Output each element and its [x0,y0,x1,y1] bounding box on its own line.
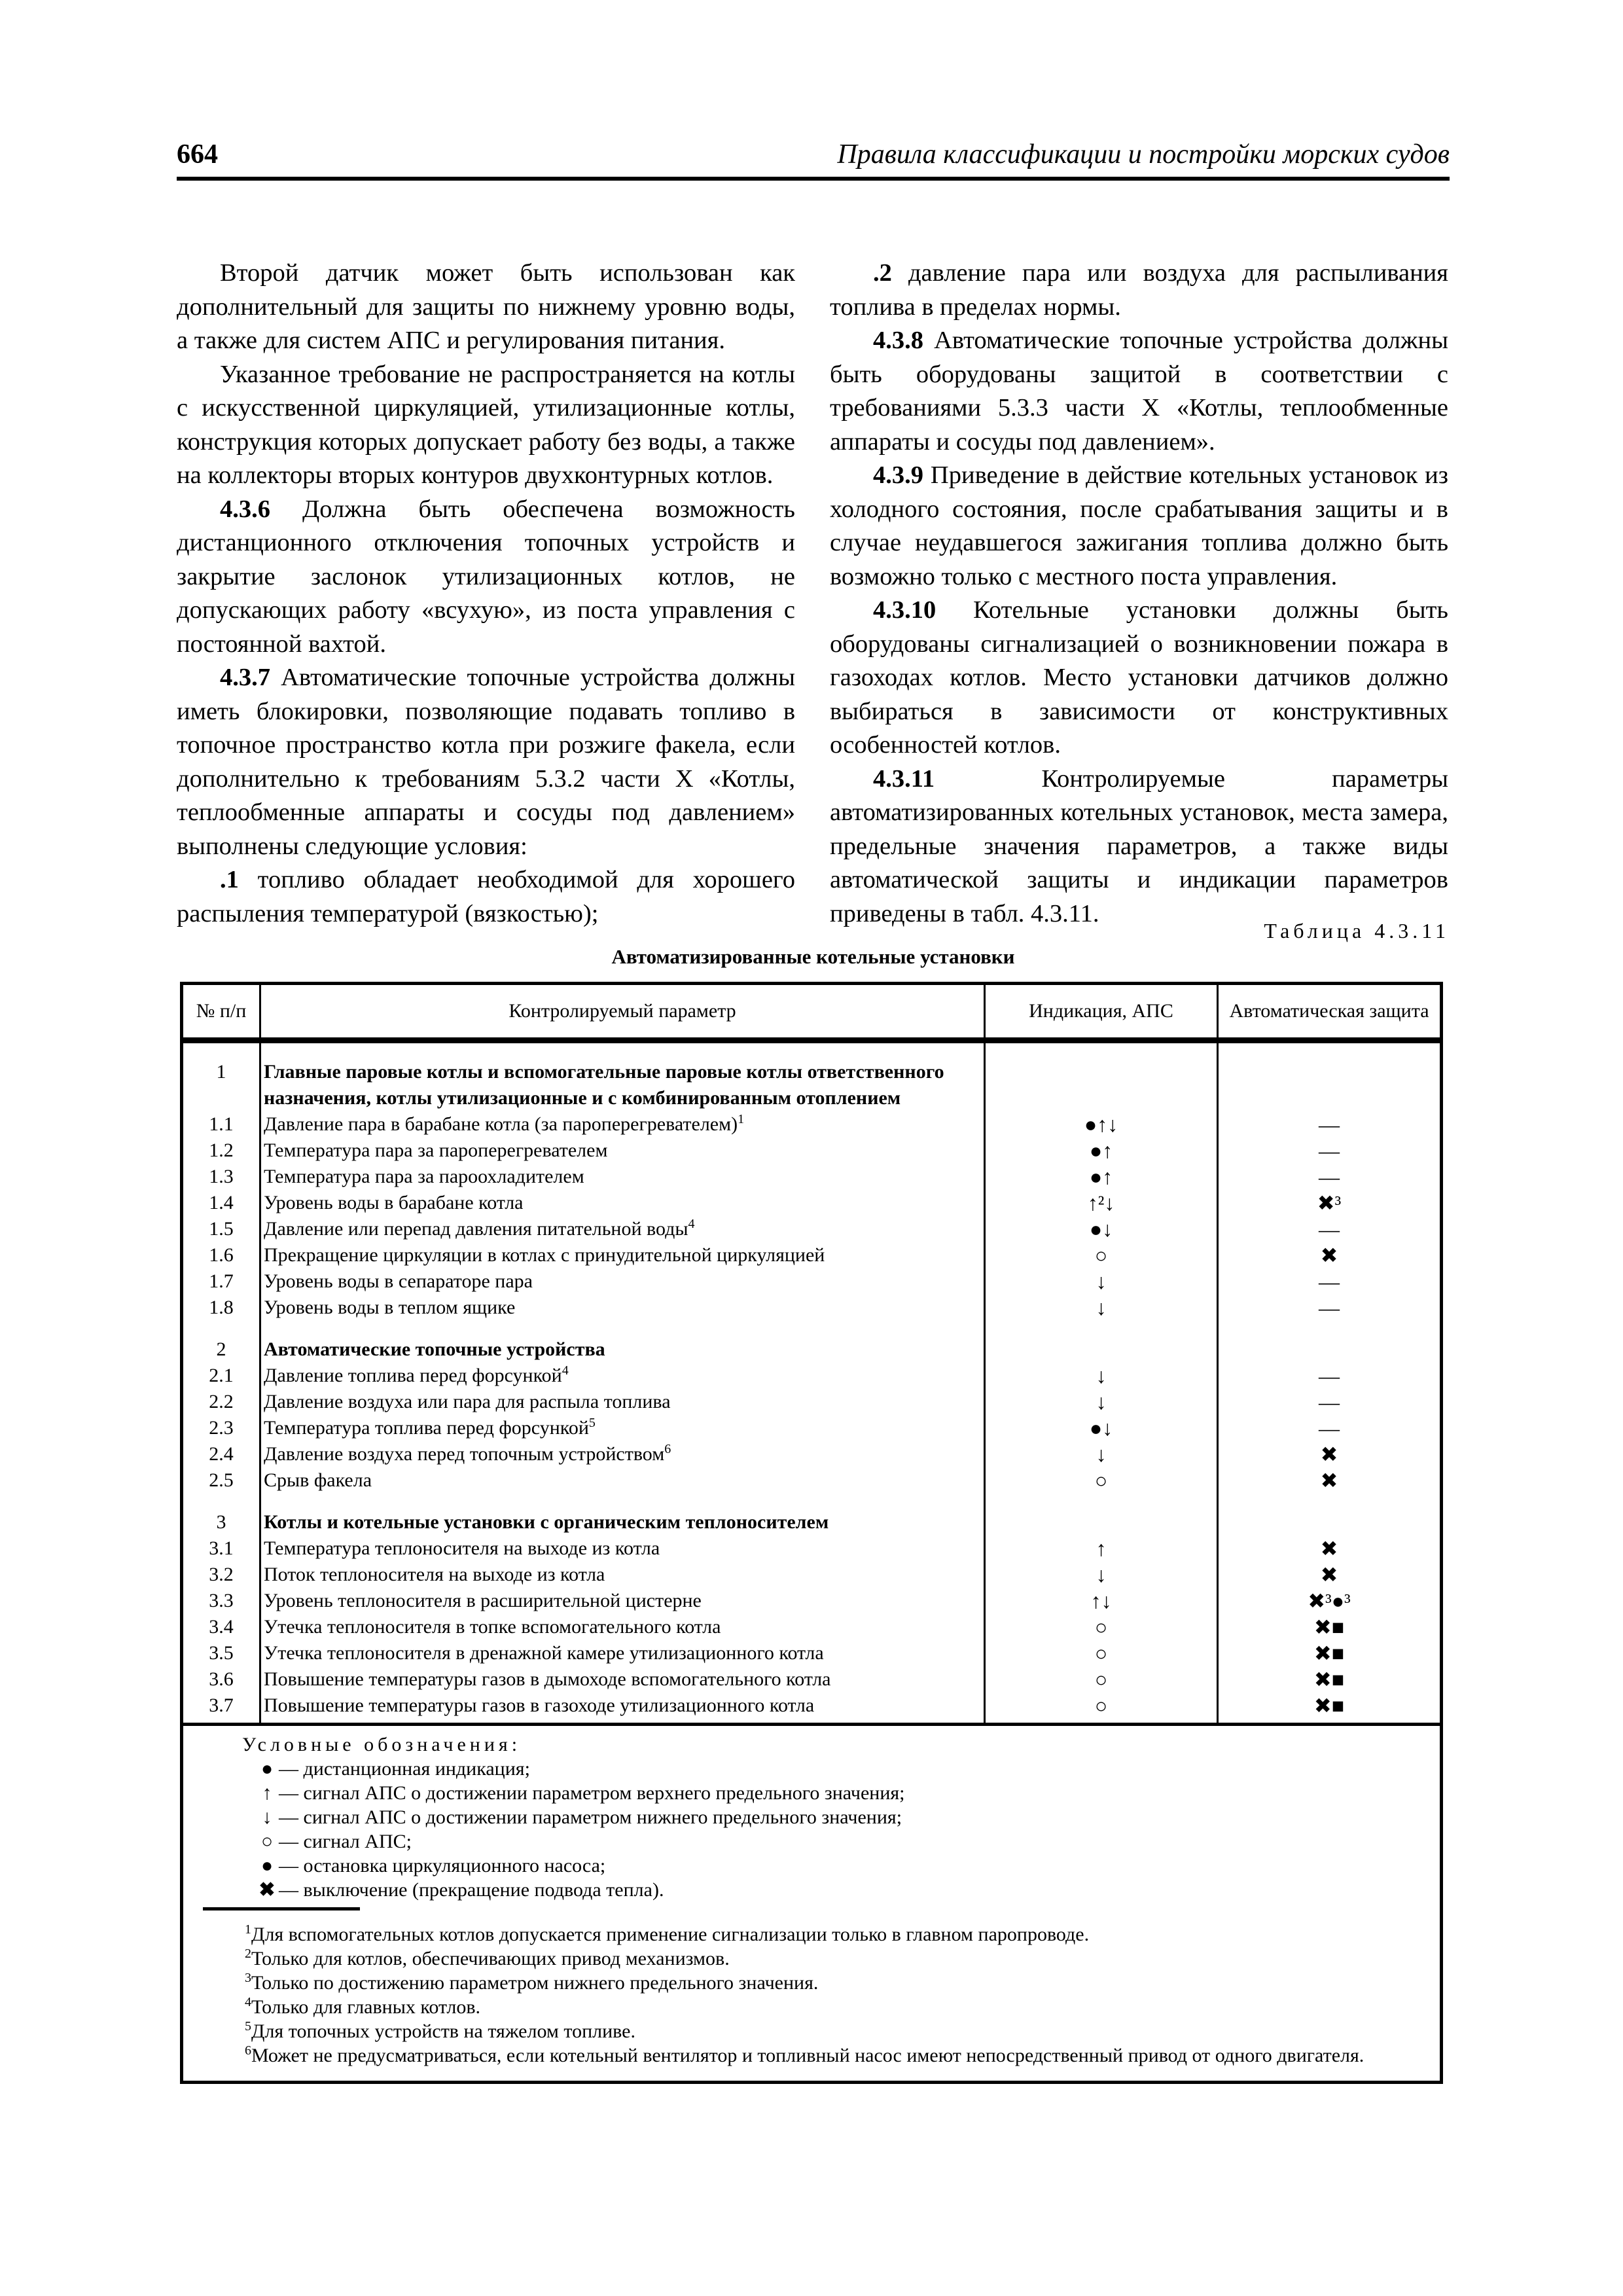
row-number: 3 [183,1494,260,1535]
indication-symbols: ●↑↓ [985,1111,1218,1138]
parameter-text: Прекращение циркуляции в котлах с принудительной циркуляцией [264,1244,825,1266]
parameter-text: Уровень воды в сепараторе пара [264,1270,533,1292]
parameter-text: Котлы и котельные установки с органическим теплоносителем [264,1511,829,1533]
protection-symbols: ✖³●³ [1308,1589,1351,1613]
legend-symbol-icon: ↑ [262,1782,272,1804]
parameter-text: Температура топлива перед форсункой [264,1417,589,1439]
page-header [177,139,1450,181]
indication-symbols: ↑ [985,1535,1218,1562]
row-number: 3.6 [183,1666,260,1693]
page-number: 664 [177,139,218,170]
parameter-text: Давление или перепад давления питательной воды [264,1218,688,1240]
paragraph [177,863,795,931]
row-parameter [260,1041,985,1112]
table-row [183,1562,1440,1588]
parameter-text: Температура пара за пароперегревателем [264,1139,608,1161]
table-row [183,1268,1440,1295]
paragraph-text: Автоматические топочные устройства должны быть оборудованы защитой в соответствии с требованиями 5.3.3 части X «Котлы, теплообменные аппараты и сосуды под давлением». [830,327,1448,456]
indication-symbols: ●↑ [985,1164,1218,1190]
table-row [183,1164,1440,1190]
paragraph [830,594,1448,762]
table-row [183,1415,1440,1441]
header-parameter: Контролируемый параметр [260,985,985,1041]
row-parameter [260,1640,985,1666]
protection-symbols: ✖ [1320,1537,1338,1560]
indication-symbols: ↓ [985,1389,1218,1415]
section-number: 4.3.8 [873,327,923,354]
parameter-text: Давление пара в барабане котла (за пароперегревателем) [264,1113,738,1135]
table-row [183,1295,1440,1321]
legend [183,1723,1440,2081]
footnote-text: Для вспомогательных котлов допускается применение сигнализации только в главном паропроводе. [251,1924,1090,1945]
parameter-text: Уровень теплоносителя в расширительной цистерне [264,1590,702,1611]
table-row [183,1321,1440,1363]
footnote-ref: 5 [588,1416,596,1430]
row-number: 3.2 [183,1562,260,1588]
section-number: 4.3.10 [873,596,936,624]
parameter-text: Утечка теплоносителя в топке вспомогательного котла [264,1616,721,1638]
paragraph [177,493,795,662]
parameter-text: Главные паровые котлы и вспомогательные паровые котлы ответственного назначения, котлы утилизационные и с комбинированным отоплением [264,1061,944,1109]
table-row [183,1216,1440,1242]
paragraph [177,661,795,863]
row-number: 1.4 [183,1190,260,1216]
row-parameter [260,1216,985,1242]
protection-symbols: ✖ [1320,1244,1338,1267]
parameter-text: Давление топлива перед форсункой [264,1365,562,1386]
right-column [830,257,1448,931]
table-row [183,1363,1440,1389]
table-row [183,1588,1440,1614]
footnote-text: Только для котлов, обеспечивающих привод механизмов. [251,1948,730,1969]
parameter-text: Давление воздуха или пара для распыла топлива [264,1391,671,1412]
indication-symbols: ●↑ [985,1138,1218,1164]
row-parameter [260,1666,985,1693]
footnote-ref: 4 [688,1217,695,1231]
legend-item [183,1829,1440,1854]
paragraph-text: Приведение в действие котельных установок из холодного состояния, после срабатывания защиты и в случае неудавшегося зажигания топлива должно быть возможно только с местного поста управления. [830,461,1448,590]
protection-symbols [1218,1321,1440,1363]
row-number: 3.3 [183,1588,260,1614]
protection-symbols: — [1319,1139,1340,1162]
protection-symbols [1218,1041,1440,1112]
protection-symbols [1218,1494,1440,1535]
row-number: 3.4 [183,1614,260,1640]
footnote-mark: 4 [245,1995,251,2009]
section-number: 4.3.6 [220,495,270,523]
table-row [183,1190,1440,1216]
row-parameter [260,1138,985,1164]
parameter-text: Давление воздуха перед топочным устройством [264,1443,665,1465]
row-number: 1.7 [183,1268,260,1295]
row-number: 3.5 [183,1640,260,1666]
row-parameter [260,1588,985,1614]
paragraph-text: давление пара или воздуха для распыливания топлива в пределах нормы. [830,259,1448,321]
legend-text: — дистанционная индикация; [279,1758,530,1780]
boiler-table [180,982,1443,2084]
parameter-text: Уровень воды в теплом ящике [264,1297,516,1318]
footnote-text: Для топочных устройств на тяжелом топливе. [251,2020,635,2042]
table-row [183,1389,1440,1415]
protection-symbols: ✖■ [1313,1694,1345,1717]
parameter-text: Уровень воды в барабане котла [264,1192,524,1213]
paragraph [177,358,795,493]
row-number: 1 [183,1041,260,1112]
row-parameter [260,1190,985,1216]
row-number: 2.3 [183,1415,260,1441]
left-column [177,257,795,931]
protection-symbols: ✖■ [1313,1641,1345,1665]
footnote-ref: 4 [562,1363,569,1378]
parameter-text: Утечка теплоносителя в дренажной камере утилизационного котла [264,1642,824,1664]
row-number: 1.3 [183,1164,260,1190]
paragraph [830,324,1448,459]
protection-symbols: — [1319,1296,1340,1319]
paragraph [177,257,795,358]
table-row [183,1242,1440,1268]
parameter-text: Повышение температуры газов в дымоходе вспомогательного котла [264,1668,831,1690]
protection-symbols: ✖ [1320,1563,1338,1587]
footnote-mark: 2 [245,1946,251,1961]
footnote [183,2043,1440,2068]
header-protection: Автоматическая защита [1218,985,1440,1041]
row-number: 1.1 [183,1111,260,1138]
indication-symbols: ↑²↓ [985,1190,1218,1216]
footnote-mark: 3 [245,1971,251,1985]
legend-item [183,1878,1440,1902]
row-number: 3.1 [183,1535,260,1562]
legend-text: — сигнал АПС; [279,1831,412,1852]
protection-symbols: ✖ [1320,1443,1338,1466]
footnote-mark: 5 [245,2019,251,2034]
indication-symbols: ●↓ [985,1216,1218,1242]
indication-symbols [985,1321,1218,1363]
footnote-text: Может не предусматриваться, если котельный вентилятор и топливный насос имеют непосредственный привод от одного двигателя. [251,2045,1364,2066]
legend-title: Условные обозначения: [242,1734,522,1755]
protection-symbols: ✖■ [1313,1615,1345,1639]
section-number: 4.3.9 [873,461,923,489]
indication-symbols: ↓ [985,1295,1218,1321]
legend-symbol-icon: ↓ [262,1806,272,1828]
table-row [183,1640,1440,1666]
legend-symbol-icon: ✖ [259,1879,276,1901]
table-row [183,1138,1440,1164]
indication-symbols: ○ [985,1693,1218,1723]
row-number: 2.5 [183,1467,260,1494]
table-row [183,1494,1440,1535]
paragraph-text: Второй датчик может быть использован как дополнительный для защиты по нижнему уровню воды, а также для систем АПС и регулирования питания. [177,259,795,354]
legend-item [183,1854,1440,1878]
parameter-text: Повышение температуры газов в газоходе утилизационного котла [264,1695,815,1716]
row-parameter [260,1693,985,1723]
running-title: Правила классификации и постройки морских судов [837,139,1450,170]
parameter-text: Температура теплоносителя на выходе из котла [264,1537,660,1559]
protection-symbols: — [1319,1217,1340,1241]
table-caption: Автоматизированные котельные установки [611,945,1015,968]
indication-symbols [985,1494,1218,1535]
paragraph-text: Должна быть обеспечена возможность дистанционного отключения топочных устройств и закрытие заслонок утилизационных котлов, не допускающих работу «всухую», из поста управления с постоянной вахтой. [177,495,795,658]
indication-symbols: ○ [985,1640,1218,1666]
row-parameter [260,1441,985,1467]
table-row [183,1666,1440,1693]
indication-symbols [985,1041,1218,1112]
protection-symbols: — [1319,1165,1340,1189]
parameter-text: Автоматические топочные устройства [264,1338,605,1360]
paragraph-text: Указанное требование не распространяется на котлы с искусственной циркуляцией, утилизационные котлы, конструкция которых допускает работу без воды, а также на коллекторы вторых контуров двухконтурных котлов. [177,360,795,489]
footnote-divider [203,1907,360,1910]
indication-symbols: ↓ [985,1268,1218,1295]
legend-symbol-icon: ● [260,1855,274,1876]
row-parameter [260,1268,985,1295]
row-parameter [260,1389,985,1415]
indication-symbols: ○ [985,1666,1218,1693]
row-number: 2.4 [183,1441,260,1467]
section-number: .1 [220,866,239,893]
legend-item [183,1781,1440,1805]
table-row [183,1614,1440,1640]
paragraph [830,459,1448,594]
footnote [183,2019,1440,2043]
footnote-mark: 6 [245,2043,251,2058]
row-number: 2 [183,1321,260,1363]
indication-symbols: ↑↓ [985,1588,1218,1614]
parameter-text: Срыв факела [264,1469,372,1491]
table-row [183,1111,1440,1138]
row-parameter [260,1242,985,1268]
protection-symbols: ✖³ [1317,1191,1342,1215]
table-row [183,1535,1440,1562]
indication-symbols: ○ [985,1467,1218,1494]
protection-symbols: — [1319,1113,1340,1136]
row-parameter [260,1535,985,1562]
row-parameter [260,1164,985,1190]
protection-symbols: — [1319,1416,1340,1440]
legend-item [183,1805,1440,1829]
protection-symbols: ✖ [1320,1469,1338,1492]
row-parameter [260,1321,985,1363]
footnote-mark: 1 [245,1922,251,1937]
footnote [183,1995,1440,2019]
legend-item [183,1757,1440,1781]
row-number: 1.8 [183,1295,260,1321]
legend-text: — сигнал АПС о достижении параметром верхнего предельного значения; [279,1782,905,1804]
footnote-ref: 6 [664,1442,671,1456]
row-parameter [260,1494,985,1535]
paragraph-text: Автоматические топочные устройства должны иметь блокировки, позволяющие подавать топливо в топочное пространство котла при розжиге факела, если дополнительно к требованиям 5.3.2 части X «Котлы, теплообменные аппараты и сосуды под давлением» выполнены следующие условия: [177,664,795,860]
footnote [183,1922,1440,1946]
parameter-text: Поток теплоносителя на выходе из котла [264,1564,605,1585]
paragraph-text: Котельные установки должны быть оборудованы сигнализацией о возникновении пожара в газоходах котлов. Место установки датчиков должно выбираться в зависимости от конструктивных особенностей котлов. [830,596,1448,759]
paragraph [830,762,1448,931]
footnote-text: Только для главных котлов. [251,1996,481,2018]
row-parameter [260,1467,985,1494]
table-label: Таблица 4.3.11 [1264,919,1450,942]
table-row [183,1441,1440,1467]
row-parameter [260,1363,985,1389]
protection-symbols: — [1319,1364,1340,1388]
footnote-text: Только по достижению параметром нижнего предельного значения. [251,1972,819,1994]
indication-symbols: ↓ [985,1562,1218,1588]
footnote [183,1971,1440,1995]
table-row [183,1693,1440,1723]
legend-text: — остановка циркуляционного насоса; [279,1855,606,1876]
row-parameter [260,1614,985,1640]
protection-symbols: ✖■ [1313,1668,1345,1691]
indication-symbols: ↓ [985,1441,1218,1467]
indication-symbols: ○ [985,1614,1218,1640]
protection-symbols: — [1319,1390,1340,1414]
legend-symbol-icon: ○ [260,1831,274,1852]
row-number: 2.2 [183,1389,260,1415]
footnote [183,1946,1440,1971]
row-parameter [260,1111,985,1138]
row-number: 1.2 [183,1138,260,1164]
footnote-ref: 1 [738,1112,745,1126]
paragraph-text: топливо обладает необходимой для хорошего распыления температурой (вязкостью); [177,866,795,927]
row-number: 1.6 [183,1242,260,1268]
section-number: .2 [873,259,892,287]
legend-text: — сигнал АПС о достижении параметром нижнего предельного значения; [279,1806,902,1828]
paragraph-text: Контролируемые параметры автоматизированных котельных установок, места замера, предельные значения параметров, а также виды автоматической защиты и индикации параметров приведены в табл. 4.3.11. [830,764,1448,927]
row-number: 2.1 [183,1363,260,1389]
table-row [183,1467,1440,1494]
row-number: 1.5 [183,1216,260,1242]
section-number: 4.3.11 [873,764,935,793]
legend-text: — выключение (прекращение подвода тепла). [279,1879,664,1901]
header-number: № п/п [183,985,260,1041]
row-parameter [260,1415,985,1441]
legend-symbol-icon: ● [260,1758,274,1780]
row-parameter [260,1295,985,1321]
table-row [183,1041,1440,1112]
row-parameter [260,1562,985,1588]
row-number: 3.7 [183,1693,260,1723]
indication-symbols: ●↓ [985,1415,1218,1441]
indication-symbols: ○ [985,1242,1218,1268]
indication-symbols: ↓ [985,1363,1218,1389]
parameter-text: Температура пара за пароохладителем [264,1166,584,1187]
header-indication: Индикация, АПС [985,985,1218,1041]
protection-symbols: — [1319,1270,1340,1293]
paragraph [830,257,1448,324]
section-number: 4.3.7 [220,664,270,691]
